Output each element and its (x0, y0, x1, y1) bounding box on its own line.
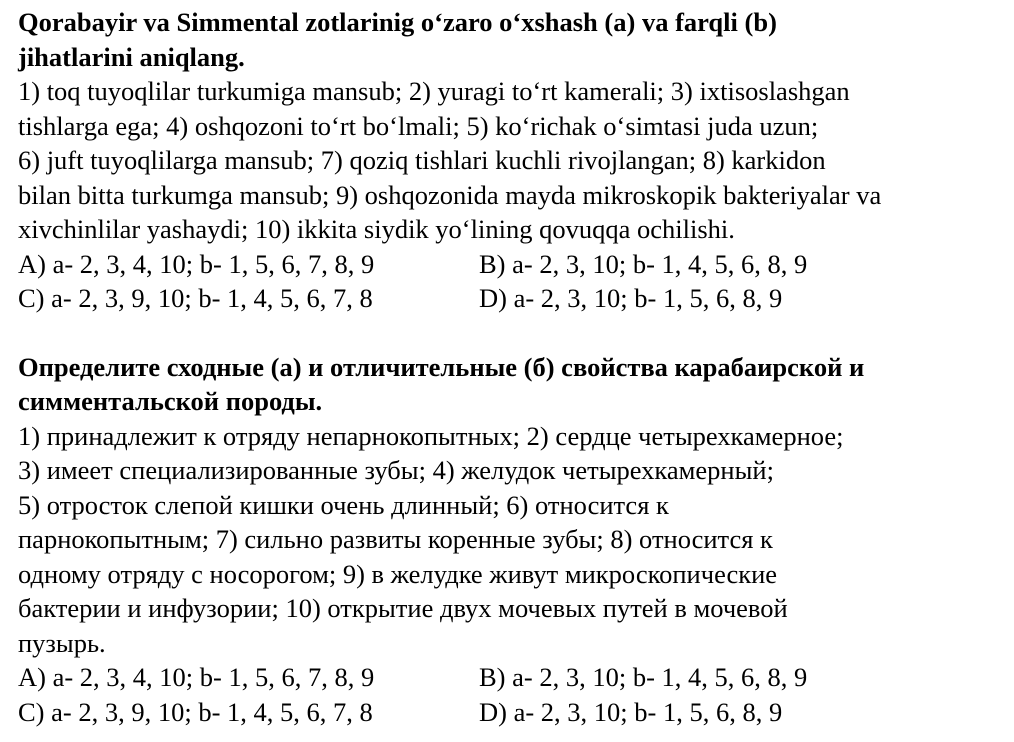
title-line: симментальской породы. (18, 386, 323, 416)
question-ru (18, 350, 1008, 730)
title-line: Определите сходные (а) и отличительные (б) свойства карабаирской и (18, 351, 865, 382)
answer-options (18, 660, 1008, 729)
title-line: jihatlarini aniqlang. (18, 41, 245, 72)
section-spacer (18, 316, 1008, 350)
option-c: C) a- 2, 3, 9, 10; b- 1, 4, 5, 6, 7, 8 (18, 696, 373, 727)
option-a: A) a- 2, 3, 4, 10; b- 1, 5, 6, 7, 8, 9 (18, 248, 375, 279)
options-row (18, 660, 1008, 695)
answer-options (18, 247, 1008, 316)
options-row (18, 247, 1008, 282)
question-body (18, 74, 1008, 247)
option-b: B) a- 2, 3, 10; b- 1, 4, 5, 6, 8, 9 (479, 248, 808, 279)
body-line: 3) имеет специализированные зубы; 4) желудок четырехкамерный; (18, 455, 774, 485)
body-line: бактерии и инфузории; 10) открытие двух мочевых путей в мочевой (18, 593, 788, 623)
option-d: D) a- 2, 3, 10; b- 1, 5, 6, 8, 9 (479, 696, 783, 727)
body-line: 6) juft tuyoqlilarga mansub; 7) qoziq tishlari kuchli rivojlangan; 8) karkidon (18, 145, 826, 175)
body-line: tishlarga ega; 4) oshqozoni to‘rt bo‘lmali; 5) ko‘richak o‘simtasi juda uzun; (18, 110, 819, 141)
body-line: xivchinlilar yashaydi; 10) ikkita siydik yo‘lining qovuqqa ochilishi. (18, 214, 735, 244)
body-line: 1) принадлежит к отряду непарнокопытных; 2) сердце четырехкамерное; (18, 420, 844, 451)
question-title (18, 5, 1008, 74)
body-line: пузырь. (18, 627, 106, 658)
body-line: 1) toq tuyoqlilar turkumiga mansub; 2) yuragi to‘rt kamerali; 3) ixtisoslashgan (18, 76, 850, 106)
question-title (18, 350, 1008, 419)
question-body (18, 419, 1008, 661)
title-line: Qorabayir va Simmental zotlarinig o‘zaro o‘xshash (a) va farqli (b) (18, 7, 777, 37)
body-line: одному отряду с носорогом; 9) в желудке живут микроскопические (18, 558, 778, 589)
options-row (18, 281, 1008, 316)
question-uz (18, 5, 1008, 316)
option-d: D) a- 2, 3, 10; b- 1, 5, 6, 8, 9 (479, 283, 783, 313)
option-c: C) a- 2, 3, 9, 10; b- 1, 4, 5, 6, 7, 8 (18, 283, 373, 313)
options-row (18, 695, 1008, 730)
body-line: bilan bitta turkumga mansub; 9) oshqozonida mayda mikroskopik bakteriyalar va (18, 179, 882, 210)
document-page (18, 5, 1008, 729)
option-b: B) a- 2, 3, 10; b- 1, 4, 5, 6, 8, 9 (479, 662, 808, 692)
body-line: парнокопытным; 7) сильно развиты коренные зубы; 8) относится к (18, 524, 773, 554)
option-a: A) a- 2, 3, 4, 10; b- 1, 5, 6, 7, 8, 9 (18, 662, 375, 692)
body-line: 5) отросток слепой кишки очень длинный; 6) относится к (18, 489, 669, 520)
